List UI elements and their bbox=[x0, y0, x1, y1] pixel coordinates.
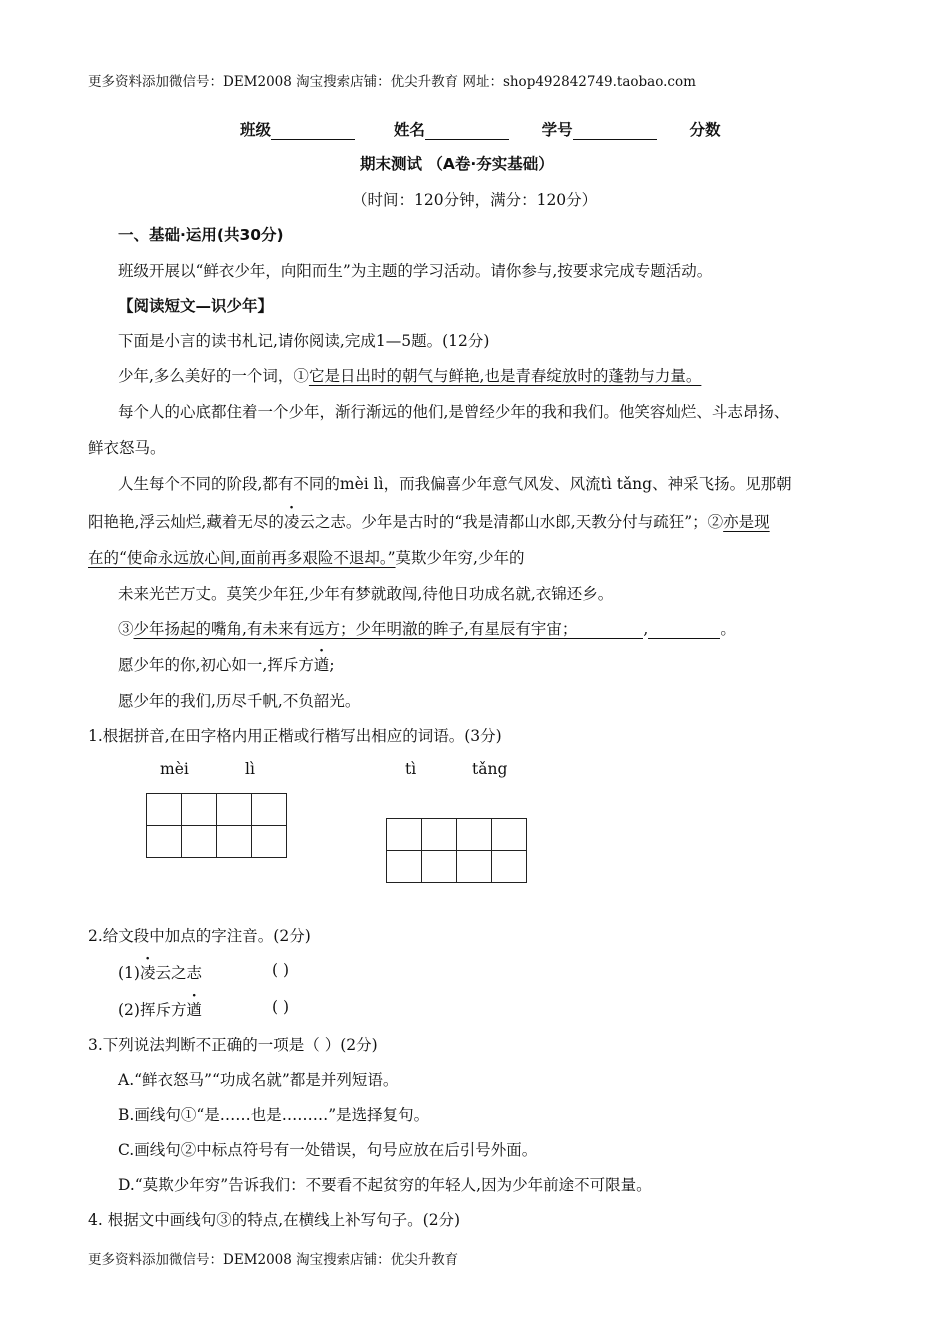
question-4: 4. 根据文中画线句③的特点,在横线上补写句子。(2分) bbox=[88, 1211, 461, 1229]
answer-paren-2[interactable]: ( ) bbox=[272, 998, 290, 1016]
question-3: 3.下列说法判断不正确的一项是（ ）(2分) bbox=[88, 1036, 378, 1054]
name-blank[interactable] bbox=[425, 123, 509, 140]
circle-number: ③ bbox=[118, 620, 134, 638]
tianzige-grid-2[interactable] bbox=[386, 818, 527, 883]
option-a[interactable]: A.“鲜衣怒马”“功成名就”都是并列短语。 bbox=[118, 1071, 399, 1089]
grid-cell[interactable] bbox=[252, 794, 287, 826]
period: 。 bbox=[720, 620, 736, 638]
passage-text: 少年,多么美好的一个词，① bbox=[118, 367, 309, 385]
tianzige-grid-1[interactable] bbox=[146, 793, 287, 858]
passage-line-3: 鲜衣怒马。 bbox=[88, 439, 166, 457]
underlined-sentence-2-end: 在的“使命永远放心间,面前再多艰险不退却。” bbox=[88, 549, 396, 567]
intro-paragraph: 班级开展以“鲜衣少年，向阳而生”为主题的学习活动。请你参与,按要求完成专题活动。 bbox=[118, 262, 713, 280]
item-number: (1) bbox=[118, 964, 140, 982]
comma: , bbox=[643, 620, 649, 638]
pinyin-ti: tì bbox=[405, 760, 417, 778]
passage-line-7: 未来光芒万丈。莫笑少年狂,少年有梦就敢闯,待他日功成名就,衣锦还乡。 bbox=[118, 585, 614, 603]
passage-line-9 bbox=[118, 653, 335, 675]
pinyin-tang: tǎng bbox=[472, 760, 508, 778]
passage-line-2: 每个人的心底都住着一个少年，渐行渐远的他们,是曾经少年的我和我们。他笑容灿烂、斗志昂扬、 bbox=[118, 403, 790, 421]
question-2: 2.给文段中加点的字注音。(2分) bbox=[88, 927, 311, 945]
student-info-line bbox=[240, 118, 721, 140]
dotted-char: 遒 bbox=[186, 1001, 202, 1019]
underlined-sentence-1: 它是日出时的朝气与鲜艳,也是青春绽放时的蓬勃与力量。 bbox=[308, 367, 702, 385]
passage-line-8 bbox=[118, 617, 736, 639]
grid-cell[interactable] bbox=[422, 819, 457, 851]
grid-cell[interactable] bbox=[457, 819, 492, 851]
item-text: (2)挥斥方 bbox=[118, 1001, 187, 1019]
score-label: 分数 bbox=[689, 121, 721, 139]
grid-cell[interactable] bbox=[147, 826, 182, 858]
underlined-sentence-2-start: 亦是现 bbox=[723, 513, 770, 531]
question-2-item-1 bbox=[118, 961, 202, 983]
name-label: 姓名 bbox=[393, 121, 425, 139]
passage-line-1 bbox=[118, 364, 701, 386]
grid-cell[interactable] bbox=[422, 851, 457, 883]
grid-cell[interactable] bbox=[387, 819, 422, 851]
grid-cell[interactable] bbox=[217, 826, 252, 858]
id-blank[interactable] bbox=[573, 123, 657, 140]
dotted-char: 遒 bbox=[313, 656, 330, 674]
page-title: 期末测试 （A卷·夯实基础） bbox=[360, 155, 554, 173]
fill-blank-2[interactable] bbox=[648, 622, 720, 639]
option-d[interactable]: D.“莫欺少年穷”告诉我们：不要看不起贫穷的年轻人,因为少年前途不可限量。 bbox=[118, 1176, 652, 1194]
grid-cell[interactable] bbox=[492, 851, 527, 883]
page-header: 更多资料添加微信号：DEM2008 淘宝搜索店铺：优尖升教育 网址：shop492842749.taobao.com bbox=[88, 74, 696, 90]
fill-blank-1[interactable] bbox=[577, 622, 643, 639]
pinyin-li: lì bbox=[245, 760, 255, 778]
id-label: 学号 bbox=[541, 121, 573, 139]
item-text: 云之志 bbox=[155, 964, 202, 982]
dotted-char: 凌 bbox=[139, 964, 156, 982]
passage-line-10: 愿少年的我们,历尽千帆,不负韶光。 bbox=[118, 692, 361, 710]
grid-cell[interactable] bbox=[492, 819, 527, 851]
grid-cell[interactable] bbox=[217, 794, 252, 826]
question-1: 1.根据拼音,在田字格内用正楷或行楷写出相应的词语。(3分) bbox=[88, 727, 502, 745]
dotted-char: 凌 bbox=[283, 513, 300, 531]
grid-cell[interactable] bbox=[182, 826, 217, 858]
page-footer: 更多资料添加微信号：DEM2008 淘宝搜索店铺：优尖升教育 bbox=[88, 1252, 459, 1268]
task-instruction: 下面是小言的读书札记,请你阅读,完成1—5题。(12分) bbox=[118, 332, 490, 350]
class-blank[interactable] bbox=[271, 123, 355, 140]
time-info: （时间：120分钟，满分：120分） bbox=[352, 191, 598, 209]
passage-text: 愿少年的你,初心如一,挥斥方 bbox=[118, 656, 314, 674]
class-label: 班级 bbox=[240, 121, 272, 139]
grid-cell[interactable] bbox=[457, 851, 492, 883]
grid-cell[interactable] bbox=[182, 794, 217, 826]
passage-line-6 bbox=[88, 546, 524, 568]
pinyin-mei: mèi bbox=[160, 760, 189, 778]
question-2-item-2 bbox=[118, 998, 202, 1020]
underlined-sentence-3: 少年扬起的嘴角,有未来有远方；少年明澈的眸子,有星辰有宇宙； bbox=[133, 620, 578, 638]
passage-text: 云之志。少年是古时的“我是清都山水郎,天教分付与疏狂”；② bbox=[299, 513, 724, 531]
reading-subheading: 【阅读短文—识少年】 bbox=[118, 297, 274, 315]
answer-paren-1[interactable]: ( ) bbox=[272, 961, 290, 979]
option-c[interactable]: C.画线句②中标点符号有一处错误，句号应放在后引号外面。 bbox=[118, 1141, 538, 1159]
passage-line-5 bbox=[88, 510, 770, 532]
passage-text: 阳艳艳,浮云灿烂,藏着无尽的 bbox=[88, 513, 284, 531]
section-heading: 一、基础·运用(共30分) bbox=[118, 226, 284, 244]
passage-line-4: 人生每个不同的阶段,都有不同的mèi lì，而我偏喜少年意气风发、风流tì tǎng、神采飞扬。见那朝 bbox=[118, 475, 792, 493]
grid-cell[interactable] bbox=[252, 826, 287, 858]
grid-cell[interactable] bbox=[147, 794, 182, 826]
option-b[interactable]: B.画线句①“是……也是………”是选择复句。 bbox=[118, 1106, 430, 1124]
passage-text: ; bbox=[329, 656, 335, 674]
passage-text: 莫欺少年穷,少年的 bbox=[395, 549, 525, 567]
grid-cell[interactable] bbox=[387, 851, 422, 883]
